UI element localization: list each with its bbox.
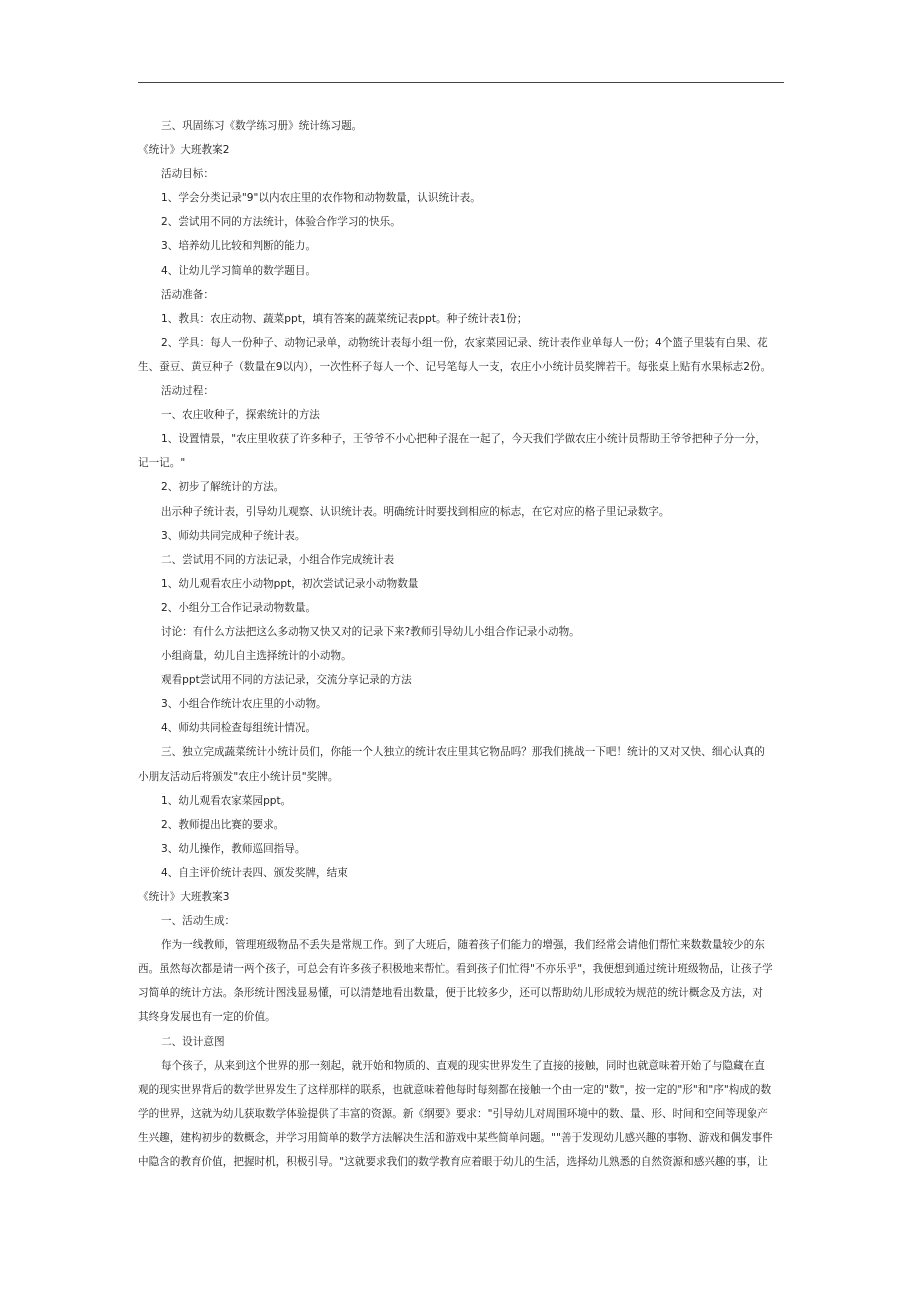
text-line: 活动目标： xyxy=(161,168,214,181)
text-line: 1、学会分类记录"9"以内农庄里的农作物和动物数量，认识统计表。 xyxy=(161,192,481,205)
text-line: 小朋友活动后将颁发"农庄小统计员"奖牌。 xyxy=(138,770,339,783)
text-line: 记一记。" xyxy=(138,457,186,470)
text-line: 小组商量，幼儿自主选择统计的小动物。 xyxy=(161,650,352,663)
document-body xyxy=(138,114,784,1174)
text-line: 2、小组分工合作记录动物数量。 xyxy=(161,601,317,614)
text-line: 中隐含的教育价值，把握时机，积极引导。"这就要求我们的数学教育应着眼于幼儿的生活，选择幼儿熟悉的自然资源和感兴趣的事，让 xyxy=(138,1156,768,1169)
text-line: 2、教师提出比赛的要求。 xyxy=(161,818,285,831)
text-line: 《统计》大班教案3 xyxy=(138,891,230,903)
text-line: 《统计》大班教案2 xyxy=(138,144,230,157)
text-line: 出示种子统计表，引导幼儿观察、认识统计表。明确统计时要找到相应的标志，在它对应的格子里记录数字。 xyxy=(161,505,670,518)
text-line: 2、学具：每人一份种子、动物记录单，动物统计表每小组一份，农家菜园记录、统计表作业单每人一份；4个篮子里装有白果、花 xyxy=(161,336,768,349)
text-line: 二、尝试用不同的方法记录，小组合作完成统计表 xyxy=(161,553,395,566)
text-line: 观看ppt尝试用不同的方法记录，交流分享记录的方法 xyxy=(161,674,412,687)
text-line: 3、培养幼儿比较和判断的能力。 xyxy=(161,240,317,253)
header-rule xyxy=(138,82,784,83)
text-line: 一、农庄收种子，探索统计的方法 xyxy=(161,409,320,422)
text-line: 三、独立完成蔬菜统计小统计员们，你能一个人独立的统计农庄里其它物品吗？那我们挑战一下吧！统计的又对又快、细心认真的 xyxy=(161,746,765,759)
text-line: 作为一线教师，管理班级物品不丢失是常规工作。到了大班后，随着孩子们能力的增强，我们经常会请他们帮忙来数数量较少的东 xyxy=(161,939,765,952)
text-line: 活动过程： xyxy=(161,385,214,398)
text-line: 观的现实世界背后的数学世界发生了这样那样的联系，也就意味着他每时每刻都在接触一个由一定的"数"，按一定的"形"和"序"构成的数 xyxy=(138,1083,772,1096)
text-line: 讨论：有什么方法把这么多动物又快又对的记录下来?教师引导幼儿小组合作记录小动物。 xyxy=(161,625,580,638)
text-line: 活动准备： xyxy=(161,288,214,301)
text-line: 2、尝试用不同的方法统计，体验合作学习的快乐。 xyxy=(161,216,401,229)
text-line: 3、小组合作统计农庄里的小动物。 xyxy=(161,698,327,711)
text-line: 2、初步了解统计的方法。 xyxy=(161,481,285,494)
text-line: 1、教具：农庄动物、蔬菜ppt，填有答案的蔬菜统记表ppt。种子统计表1份； xyxy=(161,312,528,325)
text-line: 生兴趣，建构初步的数概念，并学习用简单的数学方法解决生活和游戏中某些简单问题。""善于发现幼儿感兴趣的事物、游戏和偶发事件 xyxy=(138,1131,773,1144)
text-line: 3、师幼共同完成种子统计表。 xyxy=(161,529,306,542)
text-line: 3、幼儿操作，教师巡回指导。 xyxy=(161,842,306,855)
text-line: 4、让幼儿学习简单的数学题目。 xyxy=(161,264,317,277)
text-line: 4、自主评价统计表四、颁发奖牌，结束 xyxy=(161,866,348,879)
text-line: 每个孩子，从来到这个世界的那一刻起，就开始和物质的、直观的现实世界发生了直接的接触，同时也就意味着开始了与隐藏在直 xyxy=(161,1059,765,1072)
text-line: 二、设计意图 xyxy=(161,1035,225,1048)
text-line: 学的世界，这就为幼儿获取数学体验提供了丰富的资源。新《纲要》要求："引导幼儿对周围环境中的数、量、形、时间和空间等现象产 xyxy=(138,1107,768,1120)
text-line: 生、蚕豆、黄豆种子（数量在9以内），一次性杯子每人一个、记号笔每人一支，农庄小小统计员奖牌若干。每张桌上贴有水果标志2份。 xyxy=(138,360,772,373)
text-line: 1、幼儿观看农家菜园ppt。 xyxy=(161,794,292,807)
text-line: 1、幼儿观看农庄小动物ppt，初次尝试记录小动物数量 xyxy=(161,577,419,590)
text-line: 其终身发展也有一定的价值。 xyxy=(138,1011,276,1024)
text-line: 三、巩固练习《数学练习册》统计练习题。 xyxy=(161,120,363,132)
text-line: 一、活动生成： xyxy=(161,915,236,928)
text-line: 习简单的统计方法。条形统计图浅显易懂，可以清楚地看出数量，便于比较多少，还可以帮助幼儿形成较为规范的统计概念及方法，对 xyxy=(138,987,764,1000)
text-line: 1、设置情景，"农庄里收获了许多种子，王爷爷不小心把种子混在一起了，今天我们学做农庄小统计员帮助王爷爷把种子分一分， xyxy=(161,433,766,446)
text-line: 4、师幼共同检查每组统计情况。 xyxy=(161,722,317,735)
text-line: 西。虽然每次都是请一两个孩子，可总会有许多孩子积极地来帮忙。看到孩子们忙得"不亦乐乎"，我便想到通过统计班级物品，让孩子学 xyxy=(138,963,773,976)
